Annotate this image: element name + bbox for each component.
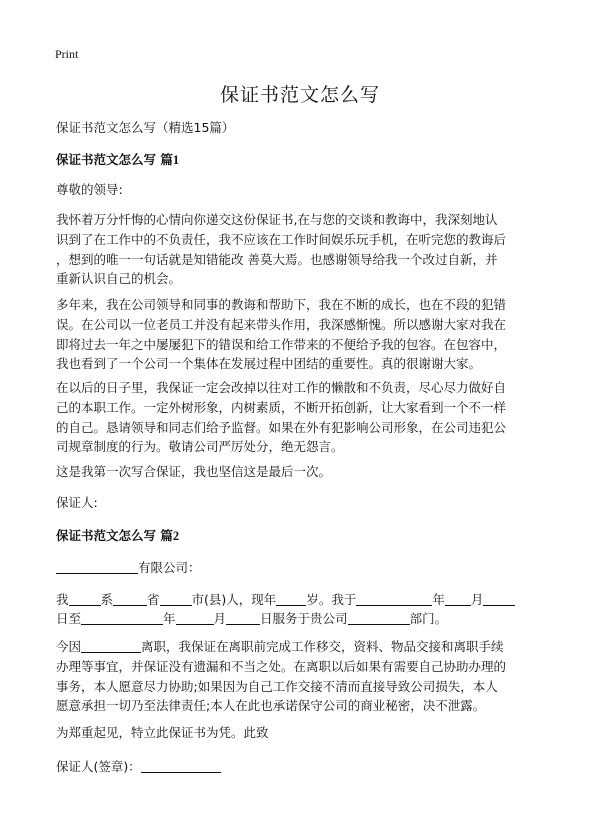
paragraph-line: 办理等事宜，并保证没有遗漏和不当之处。在离职以后如果有需要自己协助办理的 [56, 658, 507, 674]
section-1-signer: 保证人: [56, 495, 98, 510]
info-text: 年 [163, 611, 176, 626]
paragraph-line: 在以后的日子里，我保证一定会改掉以往对工作的懒散和不负责，尽心尽力做好自 [56, 380, 507, 395]
start-month-blank[interactable] [445, 591, 471, 606]
section-2-signer-line [56, 757, 556, 777]
paragraph-line: 误。在公司以一位老员工并没有起来带头作用，我深感惭愧。所以感谢大家对我在 [56, 316, 507, 332]
end-day-blank[interactable] [226, 610, 260, 625]
paragraph-line: 愿意承担一切乃至法律责任;本人在此也承诺保守公司的商业秘密，决不泄露。 [56, 698, 486, 714]
print-label: Print [55, 47, 79, 61]
info-text: 系 [100, 592, 114, 607]
paragraph-line: 识到了在工作中的不负责任，我不应该在工作时间娱乐玩手机，在听完您的教诲后 [56, 231, 507, 247]
paragraph-line: 重新认识自己的机会。 [56, 271, 182, 287]
paragraph-line: 多年来，我在公司领导和同事的教诲和帮助下，我在不断的成长，也在不段的犯错 [56, 297, 507, 312]
info-text: 年 [432, 592, 445, 607]
section-2-paragraph-1 [56, 637, 548, 716]
info-text: 我 [56, 592, 69, 607]
section-1-paragraph-4: 这是我第一次写合保证，我也坚信这是最后一次。 [56, 464, 332, 479]
info-text: 市(县)人，现年 [191, 592, 277, 607]
age-blank[interactable] [276, 591, 306, 606]
info-text: 省 [147, 592, 160, 607]
company-line [56, 558, 556, 578]
start-day-blank[interactable] [483, 591, 515, 606]
section-1-paragraph-1 [56, 210, 548, 289]
name-blank[interactable] [69, 591, 101, 606]
province-blank[interactable] [160, 591, 192, 606]
paragraph-line: ，想到的唯一一句话就是知错能改 善莫大焉。也感谢领导给我一个改过自新，并 [56, 251, 498, 267]
paragraph-line: 己的本职工作。一定外树形象，内树素质，不断开拓创新，让大家看到一个不一样 [56, 399, 507, 415]
end-year-blank[interactable] [81, 610, 163, 625]
paragraph-line: 我怀着万分忏悔的心情向你递交这份保证书,在与您的交谈和教诲中，我深刻地认 [56, 212, 498, 227]
section-2-paragraph-2: 为郑重起见，特立此保证书为凭。此致 [56, 725, 269, 740]
department-blank[interactable] [113, 591, 147, 606]
section-2-heading-text: 保证书范文怎么写 篇 [56, 528, 173, 543]
info-text: 部门。 [409, 611, 448, 626]
info-text: 月 [213, 611, 227, 626]
paragraph-line: 司规章制度的行为。敬请公司严厉处分，绝无怨言。 [56, 439, 344, 455]
document-title: 保证书范文怎么写 [219, 84, 380, 106]
info-text: 今因 [56, 639, 82, 654]
paragraph-line [56, 637, 548, 657]
info-text: 日服务于贵公司 [260, 611, 348, 626]
section-2-heading-number: 2 [172, 529, 180, 543]
info-text: 日至 [56, 611, 82, 626]
info-text: 月 [470, 592, 484, 607]
reason-blank[interactable] [81, 638, 141, 653]
section-1-paragraph-3 [56, 378, 548, 457]
start-year-blank[interactable] [356, 591, 432, 606]
section-1-heading [56, 150, 548, 171]
info-text: 离职，我保证在离职前完成工作移交，资料、物品交接和离职手续 [141, 639, 504, 654]
paragraph-line: 事务，本人愿意尽力协助;如果因为自己工作交接不清而直接导致公司损失，本人 [56, 678, 498, 694]
section-1-heading-text: 保证书范文怎么写 篇 [56, 152, 173, 167]
section-1-paragraph-2 [56, 295, 548, 374]
section-2-signer: 保证人(签章)： [56, 759, 141, 774]
signature-blank[interactable] [141, 758, 221, 773]
paragraph-line: 的自己。恳请领导和同志们给予监督。如果在外有犯影响公司形象，在公司违犯公 [56, 419, 507, 435]
end-month-blank[interactable] [176, 610, 214, 625]
section-1-salutation: 尊敬的领导: [56, 182, 123, 197]
info-text: 岁。我于 [306, 592, 357, 607]
department-name-blank[interactable] [348, 610, 410, 625]
paragraph-line: 即将过去一年之中屡屡犯下的错误和给工作带来的不便给予我的包容。在包容中， [56, 336, 507, 352]
info-row-1 [56, 590, 556, 610]
section-1-heading-number: 1 [172, 153, 180, 167]
info-row-2 [56, 609, 556, 629]
company-name-blank[interactable] [56, 559, 138, 574]
section-2-heading [56, 526, 548, 547]
company-label: 有限公司： [138, 560, 201, 575]
document-subtitle: 保证书范文怎么写（精选15篇） [56, 120, 235, 135]
paragraph-line: 我也看到了一个公司一个集体在发展过程中团结的重要性。真的很谢谢大家。 [56, 356, 482, 372]
